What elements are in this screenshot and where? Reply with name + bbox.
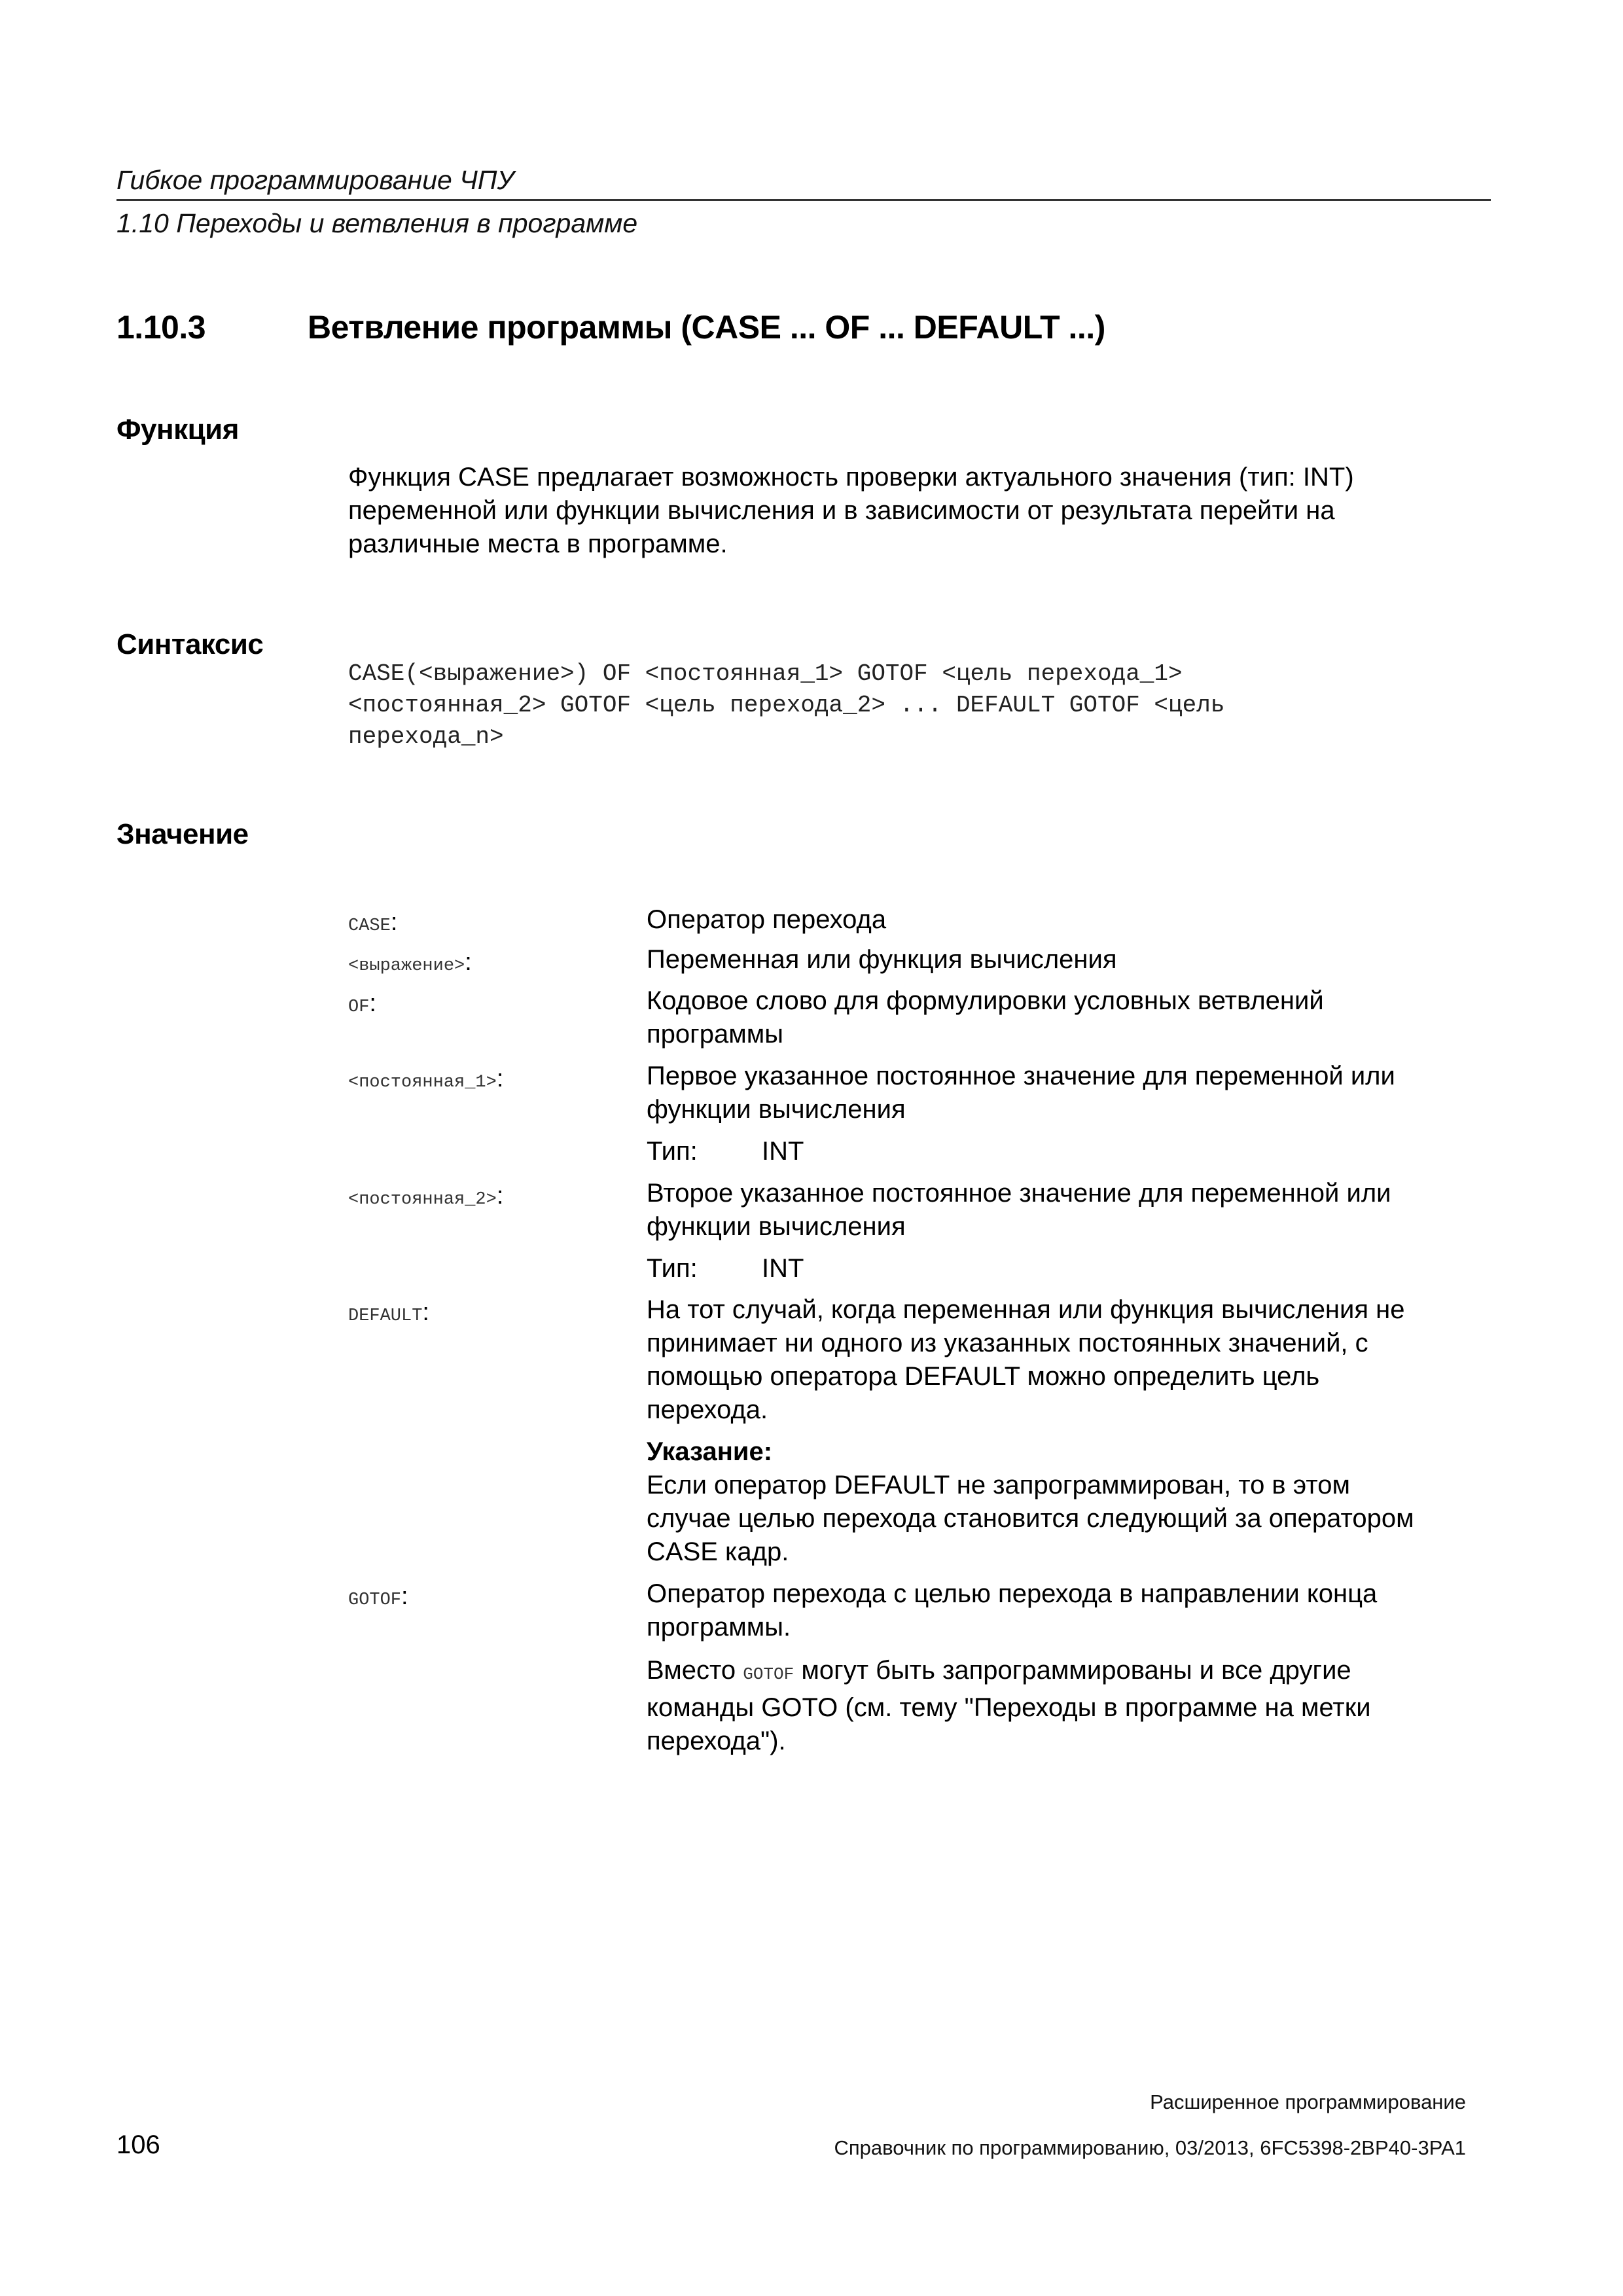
- type-value-1: INT: [762, 1137, 804, 1166]
- term-code: OF: [348, 997, 370, 1017]
- type-label-2: Тип:: [647, 1254, 698, 1283]
- syntax-line: CASE(<выражение>) OF <постоянная_1> GOTOF <цель перехода_1>: [348, 660, 1183, 687]
- term-expression: <выражение>:: [348, 948, 472, 976]
- term-code: GOTOF: [348, 1590, 402, 1610]
- def-expression: Переменная или функция вычисления: [647, 945, 1117, 974]
- term-gotof: GOTOF:: [348, 1583, 408, 1610]
- type-label-1: Тип:: [647, 1137, 698, 1166]
- function-line: Функция CASE предлагает возможность проверки актуального значения (тип: INT): [348, 463, 1354, 492]
- syntax-heading: Синтаксис: [116, 628, 264, 660]
- header-rule: [116, 199, 1491, 201]
- def-gotof: Оператор перехода с целью перехода в направлении конца программы.: [647, 1579, 1378, 1641]
- footer-reference: Справочник по программированию, 03/2013, 6FC5398-2BP40-3PA1: [834, 2136, 1466, 2159]
- function-heading: Функция: [116, 414, 239, 446]
- section-title: Ветвление программы (CASE ... OF ... DEFAULT ...): [308, 309, 1105, 346]
- def-of: Кодовое слово для формулировки условных ветвлений программы: [647, 986, 1324, 1049]
- running-header-section: 1.10 Переходы и ветвления в программе: [116, 208, 638, 238]
- running-header-title: Гибкое программирование ЧПУ: [116, 165, 514, 195]
- term-code: <выражение>: [348, 956, 465, 976]
- meaning-heading: Значение: [116, 818, 249, 850]
- term-code: CASE: [348, 916, 391, 936]
- function-text: [348, 461, 1354, 561]
- term-code: <постоянная_2>: [348, 1190, 497, 1210]
- syntax-line: <постоянная_2> GOTOF <цель перехода_2> ... DEFAULT GOTOF <цель: [348, 692, 1225, 719]
- syntax-code: [348, 658, 1224, 753]
- page-number: 106: [116, 2130, 160, 2159]
- section-number: 1.10.3: [116, 309, 206, 346]
- term-constant-1: <постоянная_1>:: [348, 1065, 504, 1092]
- def-gotof-extra-first-line: Вместо GOTOF могут быть запрограммированы и все другие: [647, 1656, 1351, 1685]
- function-line: переменной или функции вычисления и в зависимости от результата перейти на: [348, 496, 1335, 525]
- term-constant-2: <постоянная_2>:: [348, 1182, 504, 1210]
- term-code: <постоянная_1>: [348, 1073, 497, 1092]
- term-of: OF:: [348, 990, 376, 1017]
- note-title: Указание:: [647, 1437, 773, 1466]
- syntax-line: перехода_n>: [348, 723, 504, 750]
- def-case: Оператор перехода: [647, 905, 887, 934]
- def-constant-1: Первое указанное постоянное значение для переменной или функции вычисления: [647, 1062, 1395, 1124]
- footer-book-title: Расширенное программирование: [1150, 2090, 1466, 2113]
- def-gotof-extra: Вместо GOTOF могут быть запрограммированы и все другие команды GOTO (см. тему "Переходы в программе на метки перехода").: [647, 1654, 1371, 1758]
- def-constant-2: Второе указанное постоянное значение для переменной или функции вычисления: [647, 1179, 1391, 1241]
- term-case: CASE:: [348, 908, 398, 936]
- function-line: различные места в программе.: [348, 529, 728, 558]
- term-code: DEFAULT: [348, 1306, 423, 1326]
- term-default: DEFAULT:: [348, 1299, 429, 1326]
- type-value-2: INT: [762, 1254, 804, 1283]
- note-block: Указание: Если оператор DEFAULT не запрограммирован, то в этом случае целью перехода становится следующий за оператором CASE кадр.: [647, 1435, 1414, 1569]
- inline-code-gotof: GOTOF: [743, 1664, 794, 1684]
- def-default: На тот случай, когда переменная или функция вычисления не принимает ни одного из указанных постоянных значений, с помощью оператора DEFAULT можно определить цель перехода.: [647, 1295, 1405, 1424]
